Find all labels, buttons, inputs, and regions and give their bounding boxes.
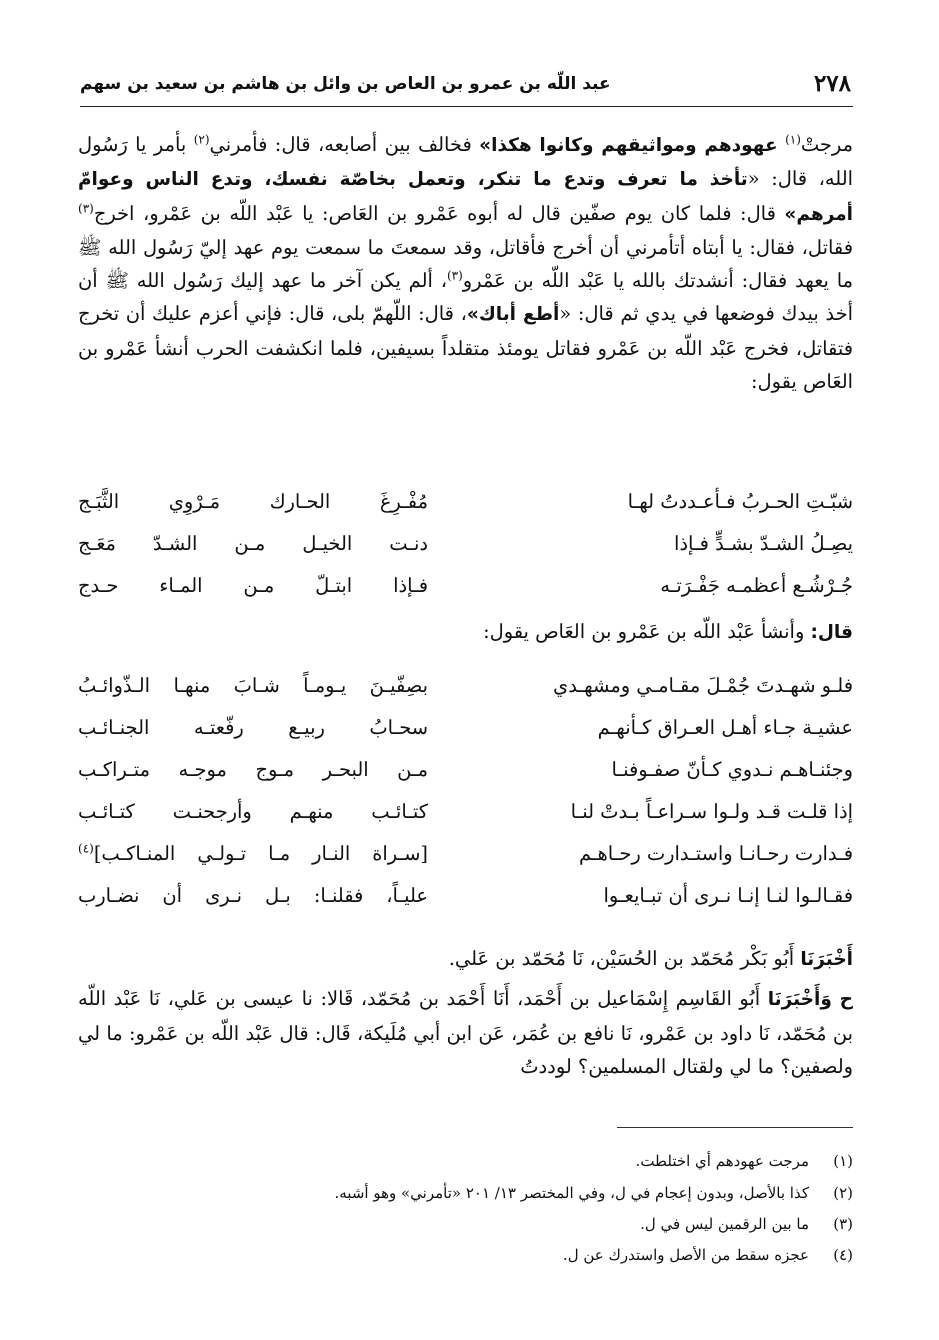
poem2-verse	[78, 716, 853, 752]
footnote-ref-4[interactable]: (٤)	[78, 841, 94, 856]
verse-hemistich-first: جُـرْشُـع أعظمـه جَفْـرَتـه	[660, 574, 853, 597]
verse-hemistich-first: فلـو شهـدتَ جُمْـلَ مقـامـي ومشهـدي	[553, 674, 853, 697]
verse-hemistich-first: شبّـتِ الحـربُ فـأعـددتُ لهـا	[627, 490, 853, 513]
paragraph-1	[78, 128, 853, 398]
footnote-ref-3b[interactable]: (٣)	[446, 268, 463, 283]
text-span: قال: فلما كان يوم صفّين قال له أبوه عَمْرو بن العَاص: يا عَبْد اللّه بن عَمْرو، اخرج	[93, 201, 785, 225]
isnad-text: أَبُو بَكْر مُحَمّد بن الحُسَيْن، نَا مُحَمّد بن عَلي.	[448, 947, 801, 970]
verse-hemistich-first: فـدارت رحـانـا واستـدارت رحـاهـم	[578, 842, 853, 865]
verse-hemistich-second: عليـاً، فقلنـا: بـل نـرى أن نضـارب	[78, 884, 428, 907]
footnote-text: ما بين الرقمين ليس في ل.	[640, 1215, 809, 1233]
poem2-verse	[78, 758, 853, 794]
verse-hemistich-first: وجئنـاهـم نـدوي كـأنّ صفـوفنـا	[611, 758, 853, 781]
poem1-verse	[78, 574, 853, 610]
footnote	[78, 1184, 853, 1212]
text-span: بأمر يا رَسُول الله، قال: «	[78, 133, 854, 191]
poem2-verse	[78, 884, 853, 920]
poem2-verse	[78, 800, 853, 836]
footnote-number: (٣)	[833, 1215, 853, 1233]
verse-hemistich-first: فقـالـوا لنـا إنـا نـرى أن تبـايعـوا	[603, 884, 853, 907]
footnote	[78, 1152, 853, 1180]
ha-symbol: ح	[831, 989, 853, 1011]
verse-hemistich-first: يصِـلُ الشـدّ بشـدٍّ فـإذا	[674, 532, 853, 555]
page-header	[80, 62, 853, 107]
verse-hemistich-first: إذا قلـت قـد ولـوا سـراعـاً بـدتْ لنـا	[570, 800, 853, 823]
verse-hemistich-first: عشيـة جـاء أهـل العـراق كـأنهـم	[597, 716, 853, 739]
footnote-text: عجزه سقط من الأصل واستدرك عن ل.	[562, 1246, 809, 1264]
paragraph-2	[78, 942, 853, 1083]
page-number: ٢٧٨	[813, 70, 851, 97]
text-span: ، ألم يكن آخر ما عهد إليك رَسُول الله ﷺ أن أخذ بيدك فوضعها في يدي ثم قال: «	[78, 269, 853, 326]
poem2-verse	[78, 674, 853, 710]
footnote-number: (١)	[833, 1152, 853, 1170]
akhbarana-keyword: أَخْبَرَنَا	[800, 949, 853, 970]
verse-hemistich-second	[78, 842, 428, 865]
verse-hemistich-second: بصِفّيـنَ يـومـاً شـابَ منهـا الـذّوائـبُ	[78, 674, 428, 697]
verse-hemistich-second: دنـت الخيـل مـن الشـدّ مَعَـج	[78, 532, 428, 555]
bold-quote: تأخذ ما تعرف وتدع ما تنكر، وتعمل بخاصّة نفسك، وتدع الناس وعوامّ أمرهم»	[78, 169, 853, 225]
verse-hemistich-second: كتـائـب منهـم وأرجحنـت كتـائـب	[78, 800, 428, 823]
footnote	[78, 1215, 853, 1243]
footnote-ref-1[interactable]: (١)	[785, 132, 801, 147]
poem1-verse	[78, 532, 853, 568]
intro-qala: قال:	[810, 622, 853, 643]
footnote-text: كذا بالأصل، وبدون إعجام في ل، وفي المختصر ١٣/ ٢٠١ «تأمرني» وهو أشبه.	[334, 1184, 809, 1202]
intro-text: وأنشأ عَبْد اللّه بن عَمْرو بن العَاص يقول:	[483, 620, 811, 643]
verse-text: [سـراة النـار مـا تـولـي المنـاكـب]	[93, 842, 428, 865]
poem1-verse	[78, 490, 853, 526]
verse-hemistich-second: مـن البحـر مـوج موجـه متـراكـب	[78, 758, 428, 781]
verse-hemistich-second: فـإذا ابتـلّ مـن المـاء حـدج	[78, 574, 428, 597]
isnad-text: أَبُو القَاسِم إِسْمَاعيل بن أَحْمَد، أَنَا أَحْمَد بن مُحَمّد، قَالا: نا عيسى بن عَلي، نَا عَبْد اللّه بن مُحَمّد، نَا داود بن عَمْرو، نَا نافع بن عُمَر، عَن ابن أبي مُلَيكة، قَال: قال عَبْد اللّه بن عَمْرو: ما لي ولصفين؟ ما لي ولقتال المسلمين؟ لوددتُ	[78, 987, 853, 1078]
text-span: فقاتل، فقال: يا أبتاه أتأمرني أن أخرج فأقاتل، وقد سمعتَ ما سمعت يوم عهد إليّ رَسُول الله ﷺ ما يعهد فقال: أنشدتك بالله يا عَبْد اللّه بن عَمْرو	[78, 235, 853, 293]
footnote-ref-2[interactable]: (٢)	[193, 132, 210, 147]
verse-hemistich-second: مُفْـرِغَ الحـارك مَـرْوِي الثَّبَـج	[78, 490, 428, 513]
running-title: عبد اللّه بن عمرو بن العاص بن وائل بن هاشم بن سعيد بن سهم	[80, 74, 611, 94]
footnote-number: (٤)	[833, 1246, 853, 1264]
text-span: مرجتْ	[800, 133, 854, 156]
poem2-verse	[78, 842, 853, 878]
bold-quote: أطع أباك»	[466, 304, 560, 326]
poem2-intro	[483, 620, 853, 643]
footnote-number: (٢)	[833, 1184, 853, 1202]
isnad-line-1	[78, 942, 853, 976]
akhbarana-keyword: وَأَخْبَرَنَا	[767, 989, 832, 1011]
footnote	[78, 1246, 853, 1274]
footnote-separator	[617, 1127, 853, 1128]
verse-hemistich-second: سحـابُ ربيـع رفّعتـه الجنـائـب	[78, 716, 428, 739]
text-span: ، قال: اللّهمّ بلى، قال: فإني أعزم عليك أن تخرج فتقاتل، فخرج عَبْد اللّه بن عَمْرو فقاتل يومئذ متقلداً بسيفين، فلما انكشفت الحرب أنشأ عَمْرو بن العَاص يقول:	[78, 302, 853, 394]
text-span: فخالف بين أصابعه، قال: فأمرني	[209, 133, 480, 156]
isnad-line-2	[78, 982, 853, 1083]
footnote-ref-3[interactable]: (٣)	[78, 201, 94, 216]
bold-quote: عهودهم ومواثيقهم وكانوا هكذا»	[479, 135, 778, 156]
footnote-text: مرجت عهودهم أي اختلطت.	[635, 1152, 809, 1170]
